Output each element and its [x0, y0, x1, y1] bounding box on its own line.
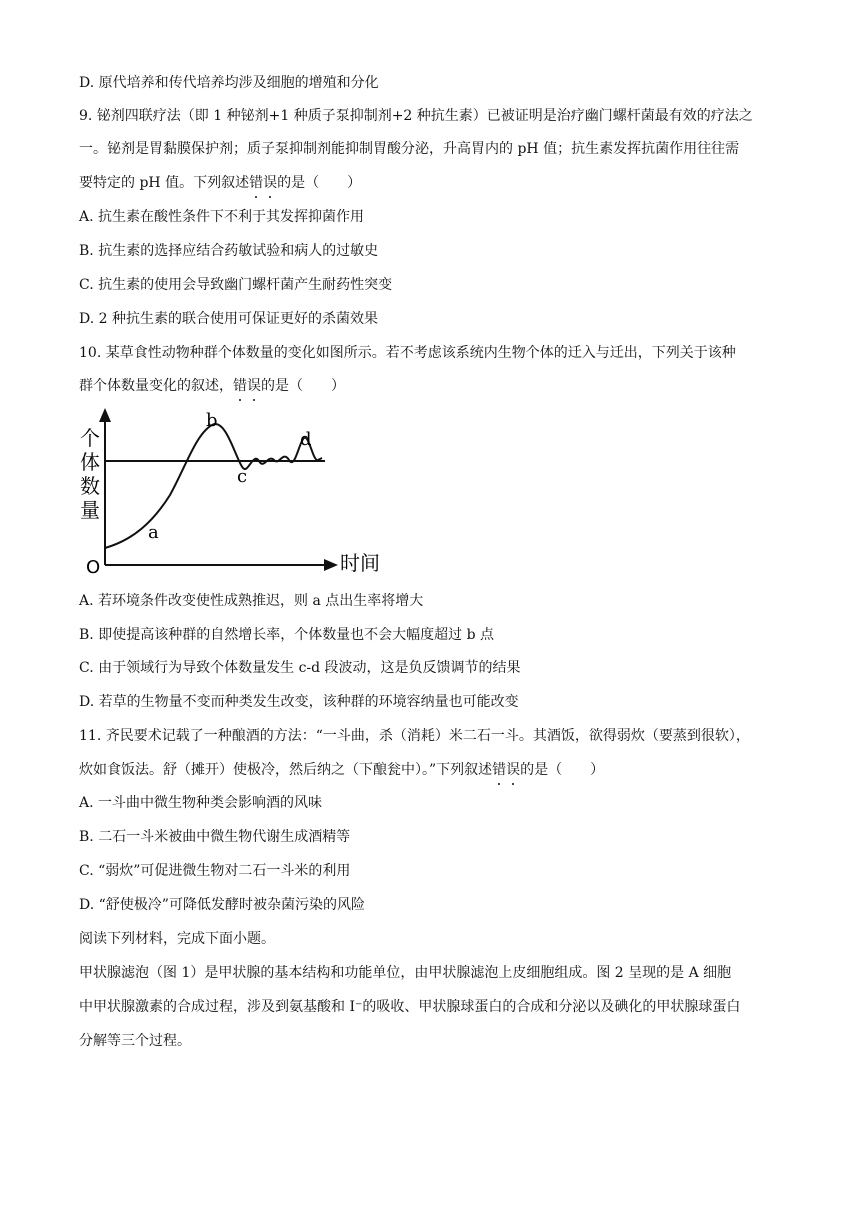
text-line: C. 由于领域行为导致个体数量发生 c-d 段波动，这是负反馈调节的结果: [79, 660, 521, 676]
y-label-char: 体: [80, 450, 100, 474]
text-line: D. 原代培养和传代培养均涉及细胞的增殖和分化: [79, 75, 379, 91]
text-line: [79, 343, 736, 363]
text-segment: 11. 齐民要术记载了一种酿酒的方法：“一斗曲，杀（消耗）米二石一斗。其酒饭，欲得弱炊（要蒸到很软），: [79, 728, 750, 744]
point-b-label: b: [206, 410, 218, 431]
text-line: D. “舒使极冷”可降低发酵时被杂菌污染的风险: [79, 897, 365, 913]
population-curve: [105, 424, 322, 548]
text-line: D. 若草的生物量不变而种类发生改变，该种群的环境容纳量也可能改变: [79, 694, 519, 710]
population-graph: [78, 400, 388, 580]
y-label-char: 个: [80, 426, 100, 450]
text-segment: 的是（ ）: [261, 378, 345, 394]
x-axis-arrow: [324, 559, 338, 571]
text-line: A. 一斗曲中微生物种类会影响酒的风味: [79, 795, 323, 811]
text-line: C. “弱炊”可促进微生物对二石一斗米的利用: [79, 863, 351, 879]
text-segment: 中甲状腺激素的合成过程，涉及到氨基酸和 I⁻的吸收、甲状腺球蛋白的合成和分泌以及碘化的甲状腺球蛋白: [79, 999, 741, 1015]
text-segment: 甲状腺滤泡（图 1）是甲状腺的基本结构和功能单位，由甲状腺滤泡上皮细胞组成。图 2 呈现的是 A 细胞: [79, 965, 732, 981]
text-line: A. 若环境条件改变使性成熟推迟，则 a 点出生率将增大: [79, 593, 424, 609]
text-line: [79, 139, 739, 159]
text-line: 分解等三个过程。: [79, 1033, 191, 1049]
y-axis-arrow: [99, 408, 111, 422]
point-d-label: d: [300, 429, 312, 450]
text-line: B. 抗生素的选择应结合药敏试验和病人的过敏史: [79, 243, 379, 259]
text-segment: 9. 铋剂四联疗法（即 1 种铋剂+1 种质子泵抑制剂+2 种抗生素）已被证明是治疗幽门螺杆菌最有效的疗法之: [79, 108, 753, 124]
text-segment: 一。铋剂是胃黏膜保护剂；质子泵抑制剂能抑制胃酸分泌，升高胃内的 pH 值；抗生素发挥抗菌作用往往需: [79, 141, 740, 157]
text-segment: 炊如食饭法。舒（摊开）使极冷，然后纳之（下酿瓮中）。”下列叙述: [79, 762, 493, 778]
y-label-char: 量: [80, 498, 100, 522]
text-segment: 的是（ ）: [277, 175, 362, 191]
text-segment: 要特定的 pH 值。下列叙述: [79, 175, 250, 191]
emphasis-char: 误: [263, 175, 278, 191]
text-line: [79, 726, 750, 746]
text-line: [79, 173, 361, 193]
text-segment: 的是（ ）: [520, 762, 605, 778]
point-c-label: c: [237, 466, 248, 487]
emphasis-char: 误: [506, 762, 521, 778]
text-line: C. 抗生素的使用会导致幽门螺杆菌产生耐药性突变: [79, 277, 393, 293]
y-label-char: 数: [80, 474, 100, 498]
x-axis-label: 时间: [340, 551, 380, 575]
text-line: 阅读下列材料，完成下面小题。: [79, 931, 275, 947]
text-line: [79, 963, 731, 983]
point-a-label: a: [148, 522, 159, 543]
text-line: D. 2 种抗生素的联合使用可保证更好的杀菌效果: [79, 311, 378, 327]
text-line: [79, 106, 753, 126]
text-line: B. 二石一斗米被曲中微生物代谢生成酒精等: [79, 829, 351, 845]
origin-label: O: [86, 557, 101, 578]
emphasis-char: 误: [247, 378, 261, 394]
text-segment: 10. 某草食性动物种群个体数量的变化如图所示。若不考虑该系统内生物个体的迁入与迁出，下列关于该种: [79, 345, 736, 361]
text-line: A. 抗生素在酸性条件下不利于其发挥抑菌作用: [79, 209, 365, 225]
text-line: [79, 997, 740, 1017]
text-line: B. 即使提高该种群的自然增长率，个体数量也不会大幅度超过 b 点: [79, 627, 495, 643]
text-line: [79, 760, 604, 780]
emphasis-char: 错: [233, 378, 247, 394]
text-line: [79, 376, 345, 396]
text-segment: 群个体数量变化的叙述，: [79, 378, 233, 394]
emphasis-char: 错: [492, 762, 507, 778]
emphasis-char: 错: [249, 175, 264, 191]
